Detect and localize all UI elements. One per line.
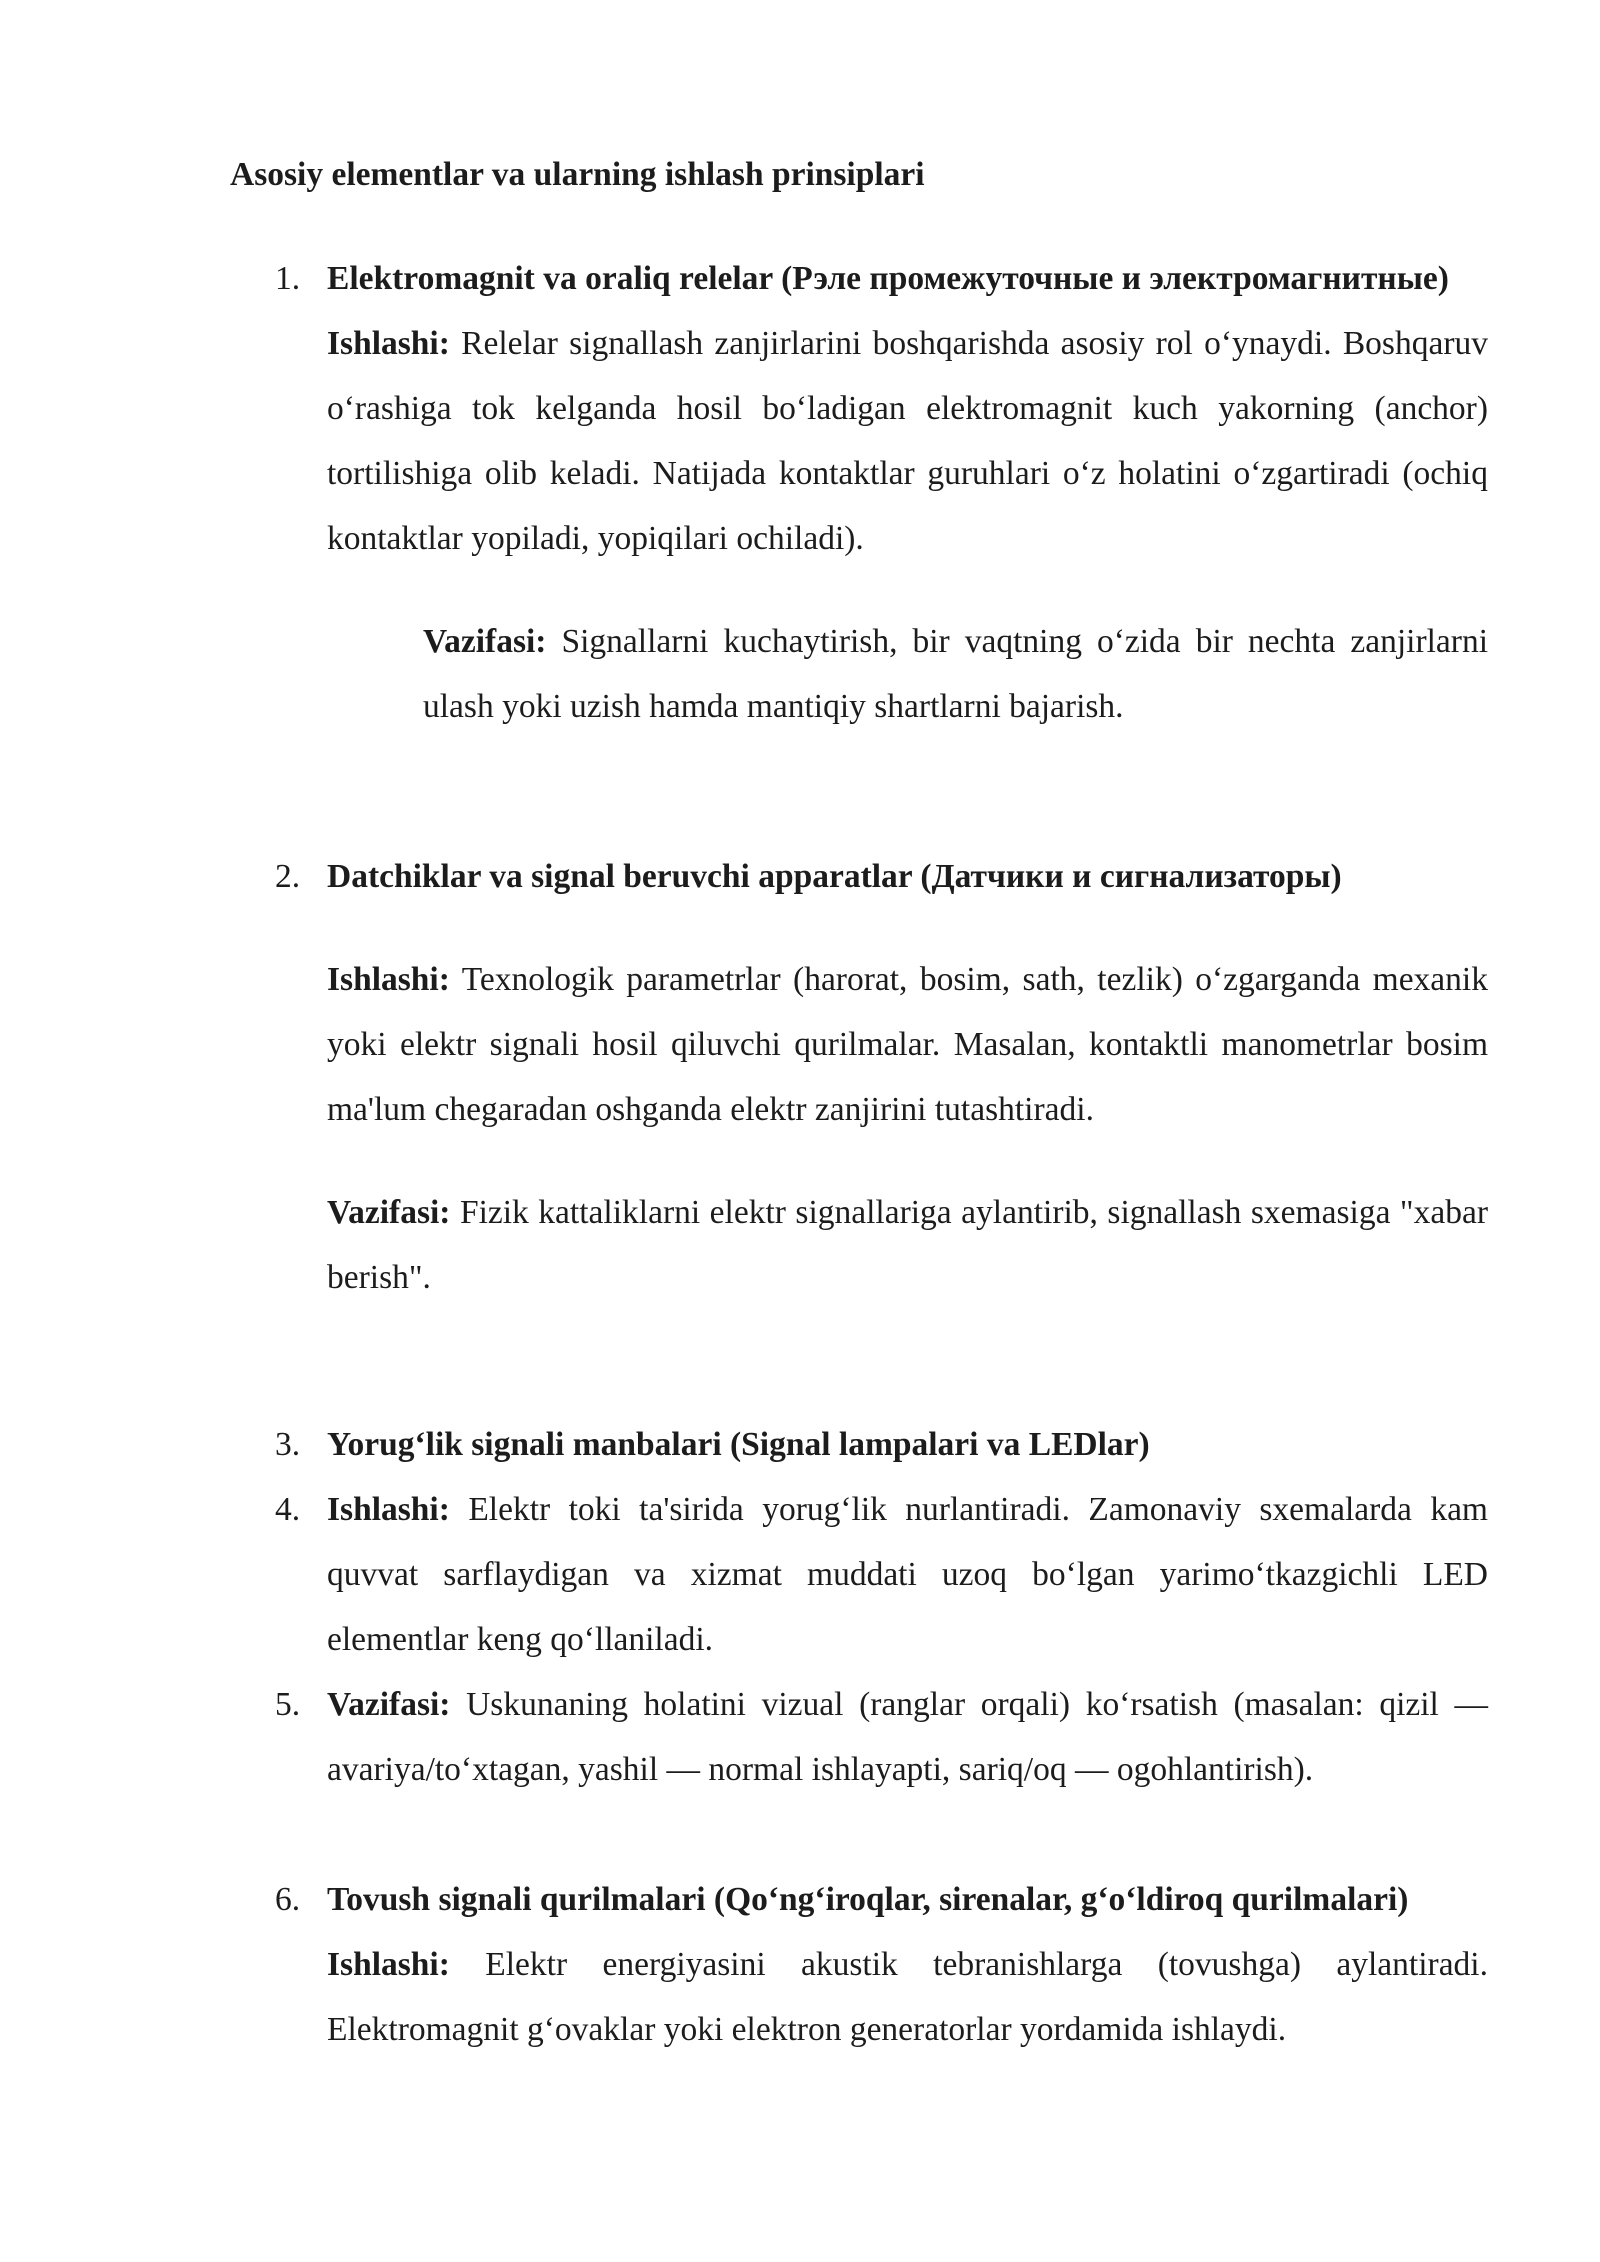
list-number: 6. xyxy=(275,1881,301,1918)
list-number: 4. xyxy=(275,1491,301,1528)
item-heading: Tovush signali qurilmalari (Qo‘ng‘iroqlar, sirenalar, g‘o‘ldiroq qurilmalari) xyxy=(327,1881,1409,1918)
item-work-paragraph xyxy=(327,1932,1488,2062)
list-item-2 xyxy=(275,844,1488,1310)
task-label: Vazifasi: xyxy=(327,1686,451,1723)
work-text: Relelar signallash zanjirlarini boshqarishda asosiy rol o‘ynaydi. Boshqaruv o‘rashiga tok kelganda hosil bo‘ladigan elektromagnit kuch yakorning (anchor) tortilishiga olib keladi. Natijada kontaktlar guruhlari o‘z holatini o‘zgartiradi (ochiq kontaktlar yopiladi, yopiqilari ochiladi). xyxy=(327,325,1488,557)
list-item-6 xyxy=(275,1867,1488,2062)
item-paragraph xyxy=(327,1672,1488,1802)
list-number: 1. xyxy=(275,260,301,297)
task-label: Vazifasi: xyxy=(327,1194,451,1231)
item-task-paragraph xyxy=(327,1180,1488,1310)
document-title: Asosiy elementlar va ularning ishlash prinsiplari xyxy=(230,156,925,193)
item-task-paragraph xyxy=(423,609,1488,739)
work-label: Ishlashi: xyxy=(327,1491,450,1528)
work-label: Ishlashi: xyxy=(327,1946,450,1983)
work-text: Texnologik parametrlar (harorat, bosim, sath, tezlik) o‘zgarganda mexanik yoki elektr signali hosil qiluvchi qurilmalar. Masalan, kontaktli manometrlar bosim ma'lum chegaradan oshganda elektr zanjirini tutashtiradi. xyxy=(327,961,1488,1128)
task-text: Signallarni kuchaytirish, bir vaqtning o‘zida bir nechta zanjirlarni ulash yoki uzish hamda mantiqiy shartlarni bajarish. xyxy=(423,623,1488,725)
list-number: 2. xyxy=(275,858,301,895)
item-heading: Datchiklar va signal beruvchi apparatlar (Датчики и сигнализаторы) xyxy=(327,858,1342,895)
task-text: Fizik kattaliklarni elektr signallariga aylantirib, signallash sxemasiga "xabar berish". xyxy=(327,1194,1488,1296)
list-item-4 xyxy=(275,1477,1488,1672)
task-label: Vazifasi: xyxy=(423,623,547,660)
item-heading: Yorug‘lik signali manbalari (Signal lampalari va LEDlar) xyxy=(327,1426,1150,1463)
work-label: Ishlashi: xyxy=(327,325,450,362)
list-number: 5. xyxy=(275,1686,301,1723)
work-text: Elektr energiyasini akustik tebranishlarga (tovushga) aylantiradi. Elektromagnit g‘ovaklar yoki elektron generatorlar yordamida ishlaydi. xyxy=(327,1946,1488,2048)
list-number: 3. xyxy=(275,1426,301,1463)
item-heading: Elektromagnit va oraliq relelar (Рэле промежуточные и электромагнитные) xyxy=(327,260,1449,297)
task-text: Uskunaning holatini vizual (ranglar orqali) ko‘rsatish (masalan: qizil — avariya/to‘xtagan, yashil — normal ishlayapti, sariq/oq — ogohlantirish). xyxy=(327,1686,1488,1788)
list-item-1 xyxy=(275,246,1488,739)
list-item-5 xyxy=(275,1672,1488,1802)
item-paragraph xyxy=(327,1477,1488,1672)
item-work-paragraph xyxy=(327,311,1488,571)
item-work-paragraph xyxy=(327,947,1488,1142)
work-text: Elektr toki ta'sirida yorug‘lik nurlantiradi. Zamonaviy sxemalarda kam quvvat sarflaydigan va xizmat muddati uzoq bo‘lgan yarimo‘tkazgichli LED elementlar keng qo‘llaniladi. xyxy=(327,1491,1488,1658)
work-label: Ishlashi: xyxy=(327,961,450,998)
list-item-3 xyxy=(275,1412,1488,1477)
